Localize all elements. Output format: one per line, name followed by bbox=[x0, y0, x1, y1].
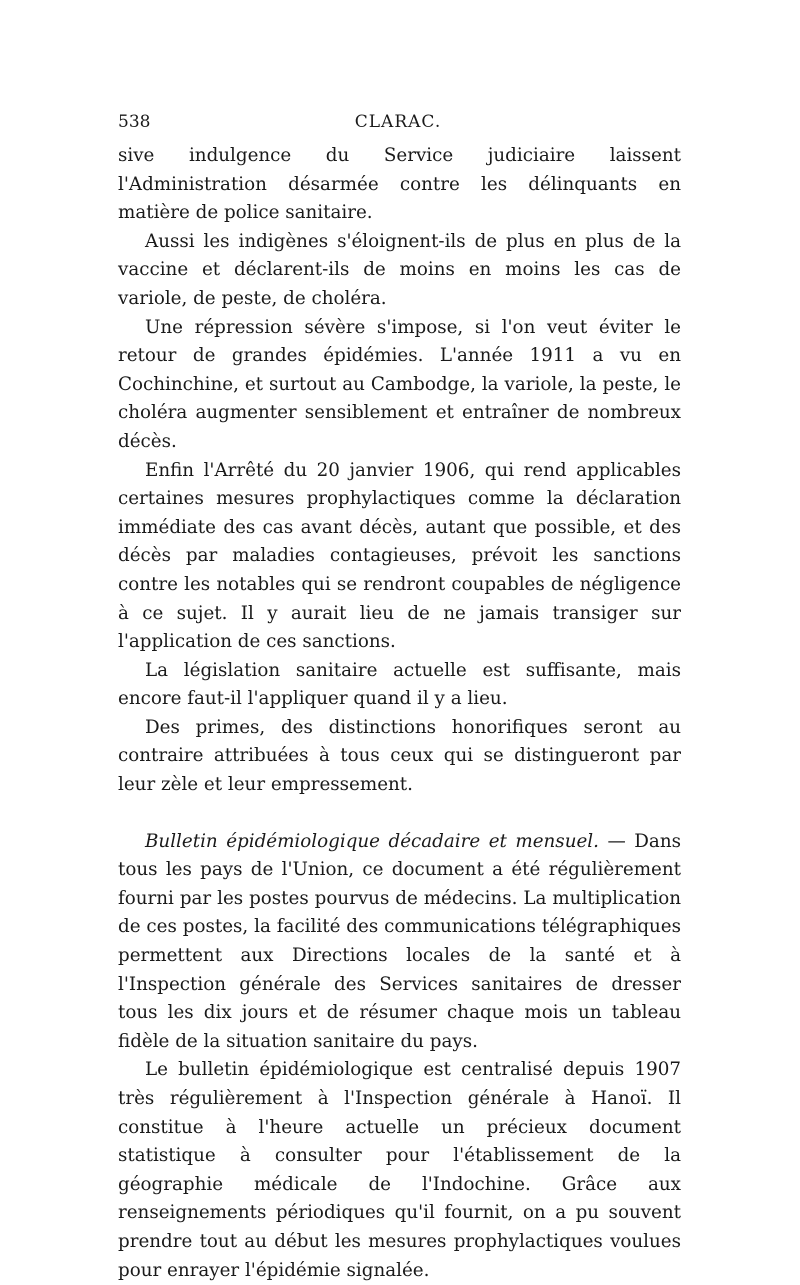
running-title: CLARAC. bbox=[354, 112, 442, 132]
paragraph-legislation: La législation sanitaire actuelle est suffisante, mais encore faut-il l'appliquer quand il y a lieu. bbox=[118, 659, 681, 710]
paragraph-vaccine: Aussi les indigènes s'éloignent-ils de plus en plus de la vaccine et déclarent-ils de moins en moins les cas de variole, de peste, de choléra. bbox=[118, 230, 681, 309]
body-text bbox=[118, 142, 681, 1285]
bulletin-text: — Dans tous les pays de l'Union, ce document a été régulièrement fourni par les postes pourvus de médecins. La multiplication de ces postes, la facilité des communications télégraphiques permettent aux Directions locales de la santé et à l'Inspection générale des Services sanitaires de dresser tous les dix jours et de résumer chaque mois un tableau fidèle de la situation sanitaire du pays. bbox=[118, 830, 681, 1052]
paragraph-arrete: Enfin l'Arrêté du 20 janvier 1906, qui rend applicables certaines mesures prophylactiques comme la déclaration immédiate des cas avant décès, autant que possible, et des décès par maladies contagieuses, prévoit les sanctions contre les notables qui se rendront coupables de négligence à ce sujet. Il y aurait lieu de ne jamais transiger sur l'application de ces sanctions. bbox=[118, 459, 681, 653]
paragraph-repression: Une répression sévère s'impose, si l'on veut éviter le retour de grandes épidémies. L'année 1911 a vu en Cochinchine, et surtout au Cambodge, la variole, la peste, le choléra augmenter sensiblement et entraîner de nombreux décès. bbox=[118, 316, 681, 452]
paragraph-bulletin bbox=[118, 828, 681, 1057]
page-header bbox=[118, 112, 678, 136]
section-spacer bbox=[118, 800, 681, 828]
bulletin-heading: Bulletin épidémiologique décadaire et mensuel. bbox=[145, 830, 599, 852]
page-number: 538 bbox=[118, 112, 151, 132]
paragraph-continuation: sive indulgence du Service judiciaire laissent l'Administration désarmée contre les délinquants en matière de police sanitaire. bbox=[118, 145, 681, 224]
paragraph-centralise: Le bulletin épidémiologique est centralisé depuis 1907 très régulièrement à l'Inspection générale à Hanoï. Il constitue à l'heure actuelle un précieux document statistique à consulter pour l'établissement de la géographie médicale de l'Indochine. Grâce aux renseignements périodiques qu'il fournit, on a pu souvent prendre tout au début les mesures prophylactiques voulues pour enrayer l'épidémie signalée. bbox=[118, 1059, 681, 1281]
paragraph-primes: Des primes, des distinctions honorifiques seront au contraire attribuées à tous ceux qui se distingueront par leur zèle et leur empressement. bbox=[118, 716, 681, 796]
